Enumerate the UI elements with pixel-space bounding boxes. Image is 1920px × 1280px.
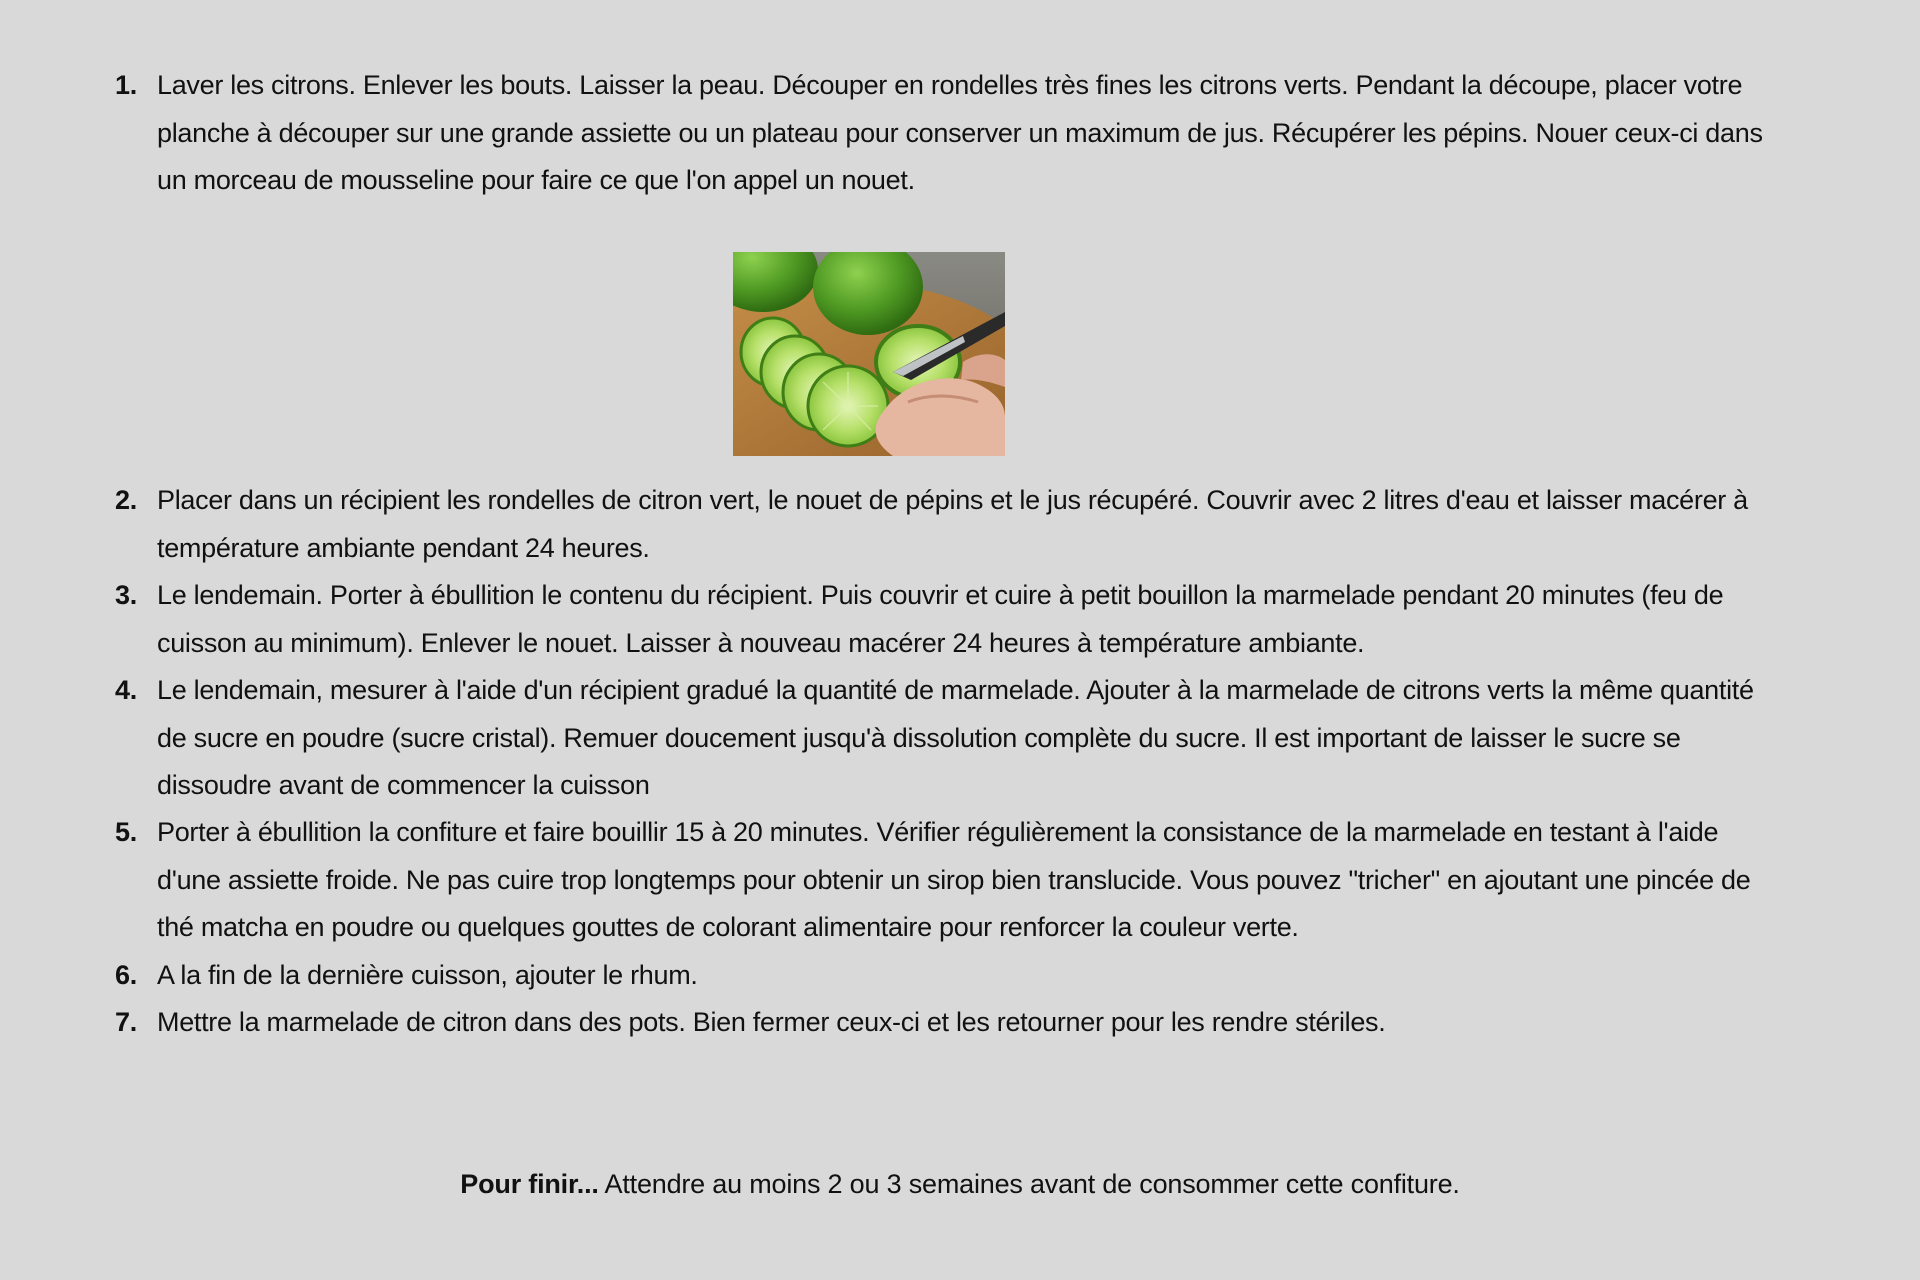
step-text: Le lendemain, mesurer à l'aide d'un récipient gradué la quantité de marmelade. Ajouter à la marmelade de citrons verts la même quantité de sucre en poudre (sucre cristal). Remuer doucement jusqu'à dissolution complète du sucre. Il est important de laisser le sucre se dissoudre avant de commencer la cuisson <box>157 675 1754 800</box>
step-text: A la fin de la dernière cuisson, ajouter le rhum. <box>157 960 698 990</box>
step-number: 5. <box>115 817 137 847</box>
lime-slicing-photo <box>733 252 1005 456</box>
step-number: 7. <box>115 1007 137 1037</box>
step-number: 3. <box>115 580 137 610</box>
step-text: Placer dans un récipient les rondelles de citron vert, le nouet de pépins et le jus récupéré. Couvrir avec 2 litres d'eau et laisser macérer à température ambiante pendant 24 heures. <box>157 485 1748 563</box>
final-note-text: Attendre au moins 2 ou 3 semaines avant de consommer cette confiture. <box>598 1169 1460 1199</box>
recipe-step-6 <box>115 952 1855 1000</box>
step-text: Le lendemain. Porter à ébullition le contenu du récipient. Puis couvrir et cuire à petit bouillon la marmelade pendant 20 minutes (feu de cuisson au minimum). Enlever le nouet. Laisser à nouveau macérer 24 heures à température ambiante. <box>157 580 1724 658</box>
recipe-step-5 <box>115 809 1855 952</box>
recipe-step-1 <box>115 62 1855 205</box>
step-number: 2. <box>115 485 137 515</box>
final-note-lead: Pour finir... <box>460 1169 599 1199</box>
step-number: 4. <box>115 675 137 705</box>
recipe-step-7 <box>115 999 1855 1047</box>
step-number: 1. <box>115 70 137 100</box>
recipe-step-2 <box>115 477 1855 572</box>
step-number: 6. <box>115 960 137 990</box>
final-note <box>0 1164 1920 1204</box>
recipe-step-3 <box>115 572 1855 667</box>
recipe-step-4 <box>115 667 1855 810</box>
step-text: Porter à ébullition la confiture et faire bouillir 15 à 20 minutes. Vérifier régulièrement la consistance de la marmelade en testant à l'aide d'une assiette froide. Ne pas cuire trop longtemps pour obtenir un sirop bien translucide. Vous pouvez "tricher" en ajoutant une pincée de thé matcha en poudre ou quelques gouttes de colorant alimentaire pour renforcer la couleur verte. <box>157 817 1751 942</box>
step-text: Mettre la marmelade de citron dans des pots. Bien fermer ceux-ci et les retourner pour les rendre stériles. <box>157 1007 1386 1037</box>
step-text: Laver les citrons. Enlever les bouts. Laisser la peau. Découper en rondelles très fines les citrons verts. Pendant la découpe, placer votre planche à découper sur une grande assiette ou un plateau pour conserver un maximum de jus. Récupérer les pépins. Nouer ceux-ci dans un morceau de mousseline pour faire ce que l'on appel un nouet. <box>157 70 1763 195</box>
